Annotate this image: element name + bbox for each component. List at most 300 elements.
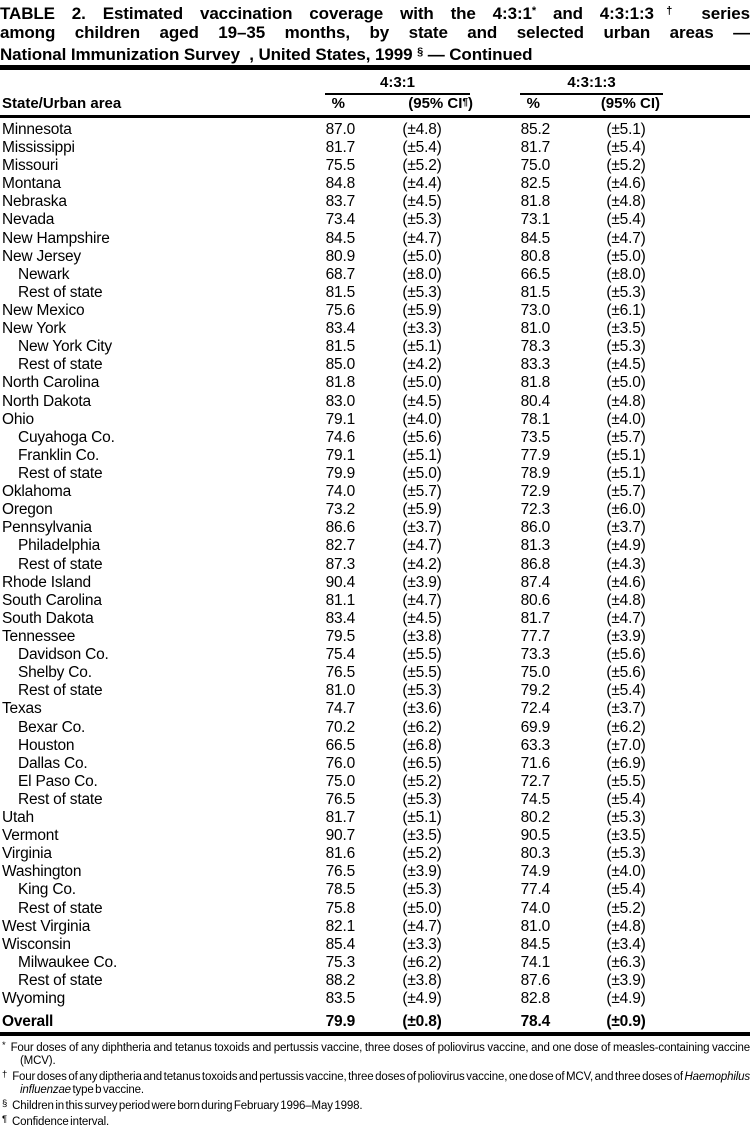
ci2-cell: (±6.1) (606, 301, 646, 319)
ci2-cell: (±4.7) (606, 609, 646, 627)
ci1-cell: (±4.2) (402, 555, 442, 573)
pct2-cell: 74.0 (520, 899, 550, 917)
area-cell: Utah (2, 809, 34, 827)
pct2-cell: 80.3 (520, 845, 550, 863)
ci1-cell: (±3.3) (402, 935, 442, 953)
footnote-text: type b vaccine. (70, 1084, 144, 1097)
column-header-pct-431: % (331, 94, 345, 112)
area-cell: Milwaukee Co. (18, 953, 118, 971)
ci2-cell: (±5.4) (606, 881, 646, 899)
pct2-cell: 74.9 (520, 863, 550, 881)
pct2-cell: 79.2 (520, 682, 550, 700)
table-row (0, 230, 750, 248)
ci1-cell: (±5.6) (402, 428, 442, 446)
ci2-cell: (±4.8) (606, 193, 646, 211)
table-row (0, 429, 750, 447)
pct2-cell: 69.9 (520, 718, 550, 736)
pct2-cell: 73.5 (520, 428, 550, 446)
area-cell: Rest of state (18, 899, 103, 917)
pct1-cell: 76.5 (325, 790, 355, 808)
area-cell: Nevada (2, 211, 55, 229)
ci2-cell: (±4.3) (606, 555, 646, 573)
pct1-cell: 83.5 (325, 990, 355, 1008)
ci1-cell: (±5.3) (402, 283, 442, 301)
area-cell: Franklin Co. (18, 446, 100, 464)
table-row (0, 556, 750, 574)
ci2-cell: (±4.5) (606, 356, 646, 374)
ci2-cell: (±5.6) (606, 646, 646, 664)
area-cell: Rest of state (18, 790, 103, 808)
ci2-cell: (±5.7) (606, 428, 646, 446)
footnote-marker-section: § (417, 45, 424, 58)
pct1-cell: 90.7 (325, 827, 355, 845)
table-row (0, 954, 750, 972)
table-bottom-rule (0, 1032, 750, 1036)
table-row (0, 519, 750, 537)
pct2-cell: 73.3 (520, 646, 550, 664)
pct2-cell: 87.4 (520, 573, 550, 591)
pct1-cell: 79.5 (325, 627, 355, 645)
ci2-cell: (±4.6) (606, 573, 646, 591)
title-line-1 (0, 2, 750, 23)
area-cell: South Carolina (2, 591, 102, 609)
ci1-cell: (±4.4) (402, 175, 442, 193)
pct1-cell: 87.0 (325, 120, 355, 138)
table-row (0, 411, 750, 429)
pct2-cell: 80.8 (520, 247, 550, 265)
pct2-cell: 78.1 (520, 410, 550, 428)
table-row (0, 248, 750, 266)
ci1-cell: (±6.2) (402, 953, 442, 971)
pct2-cell: 73.0 (520, 301, 550, 319)
table-body (0, 118, 750, 1008)
pct2-cell: 74.5 (520, 790, 550, 808)
ci2-cell: (±4.9) (606, 990, 646, 1008)
pct1-cell: 81.5 (325, 338, 355, 356)
table-row (0, 211, 750, 229)
pct2-cell: 90.5 (520, 827, 550, 845)
pct2-cell: 73.1 (520, 211, 550, 229)
pct1-cell: 82.7 (325, 537, 355, 555)
area-cell: New York (2, 320, 66, 338)
ci2-cell: (±3.4) (606, 935, 646, 953)
area-cell: Wisconsin (2, 935, 71, 953)
ci2-cell: (±3.5) (606, 320, 646, 338)
ci1-cell: (±5.7) (402, 483, 442, 501)
pct1-cell: 90.4 (325, 573, 355, 591)
pct2-cell: 77.4 (520, 881, 550, 899)
ci2-cell: (±6.0) (606, 501, 646, 519)
table-row (0, 863, 750, 881)
footnote-marker-dagger: † (653, 5, 685, 17)
pct1-cell: 84.8 (325, 175, 355, 193)
ci2-cell: (±5.2) (606, 157, 646, 175)
ci2-cell: (±5.7) (606, 483, 646, 501)
table-row (0, 755, 750, 773)
table-row (0, 302, 750, 320)
column-header-row (0, 95, 750, 112)
table-row (0, 936, 750, 954)
area-cell: Davidson Co. (18, 646, 109, 664)
pct1-cell: 76.0 (325, 754, 355, 772)
pct1-cell: 78.5 (325, 881, 355, 899)
ci1-cell: (±5.3) (402, 211, 442, 229)
ci1-cell: (±5.3) (402, 682, 442, 700)
footnote-text-italic: Haemophilus influenzae (20, 1071, 750, 1097)
table-row (0, 900, 750, 918)
pct1-cell: 87.3 (325, 555, 355, 573)
pct1-cell: 83.0 (325, 392, 355, 410)
table-row (0, 157, 750, 175)
footnote-marker-section: § (2, 1098, 8, 1110)
pct1-cell: 85.4 (325, 935, 355, 953)
area-cell: North Carolina (2, 374, 100, 392)
area-cell: South Dakota (2, 609, 94, 627)
footnote-marker-asterisk: * (531, 5, 537, 17)
area-cell: New Hampshire (2, 229, 110, 247)
area-cell: El Paso Co. (18, 772, 98, 790)
ci1-cell: (±4.8) (402, 120, 442, 138)
pct1-cell: 75.6 (325, 301, 355, 319)
ci1-cell: (±3.9) (402, 573, 442, 591)
pct1-cell: 75.4 (325, 646, 355, 664)
ci1-cell: (±6.5) (402, 754, 442, 772)
area-cell: Nebraska (2, 193, 67, 211)
area-cell: Rest of state (18, 464, 103, 482)
pct2-cell: 84.5 (520, 935, 550, 953)
pct1-cell: 73.4 (325, 211, 355, 229)
table-row (0, 664, 750, 682)
area-cell: Montana (2, 175, 61, 193)
table-row (0, 773, 750, 791)
area-cell: North Dakota (2, 392, 91, 410)
ci2-cell: (±5.5) (606, 772, 646, 790)
ci1-cell: (±5.3) (402, 881, 442, 899)
ci1-cell: (±4.7) (402, 537, 442, 555)
footnote-dagger (0, 1068, 750, 1097)
ci2-cell: (±0.9) (606, 1013, 646, 1031)
pct1-cell: 83.4 (325, 609, 355, 627)
pct1-cell: 74.7 (325, 700, 355, 718)
pct1-cell: 83.7 (325, 193, 355, 211)
pct1-cell: 79.1 (325, 410, 355, 428)
ci2-cell: (±5.4) (606, 682, 646, 700)
pct1-cell: 86.6 (325, 519, 355, 537)
pct1-cell: 74.6 (325, 428, 355, 446)
table-row (0, 737, 750, 755)
footnote-marker-pilcrow: ¶ (462, 96, 468, 108)
column-header-state: State/Urban area (2, 94, 122, 112)
ci1-cell: (±5.1) (402, 809, 442, 827)
ci1-cell: (±5.9) (402, 301, 442, 319)
area-cell: Pennsylvania (2, 519, 92, 537)
pct1-cell: 80.9 (325, 247, 355, 265)
pct1-cell: 66.5 (325, 736, 355, 754)
ci1-cell: (±4.7) (402, 229, 442, 247)
footnote-text: Confidence interval. (11, 1116, 110, 1129)
ci2-cell: (±5.3) (606, 809, 646, 827)
pct1-cell: 83.4 (325, 320, 355, 338)
ci2-cell: (±6.2) (606, 718, 646, 736)
pct1-cell: 85.0 (325, 356, 355, 374)
pct1-cell: 68.7 (325, 265, 355, 283)
pct2-cell: 81.7 (520, 139, 550, 156)
footnote-text: Four doses of any diptheria and tetanus toxoids and pertussis vaccine, three doses of poliovirus vaccine, one dose of MCV, and three doses of (12, 1071, 685, 1084)
pct2-cell: 82.8 (520, 990, 550, 1008)
table-row (0, 881, 750, 899)
ci2-cell: (±5.1) (606, 120, 646, 138)
pct2-cell: 72.3 (520, 501, 550, 519)
area-cell: Minnesota (2, 120, 72, 138)
ci1-cell: (±3.9) (402, 863, 442, 881)
pct1-cell: 81.6 (325, 845, 355, 863)
table-row (0, 610, 750, 628)
pct2-cell: 72.4 (520, 700, 550, 718)
ci2-cell: (±5.2) (606, 899, 646, 917)
area-cell: Washington (2, 863, 82, 881)
pct2-cell: 86.0 (520, 519, 550, 537)
table-row (0, 393, 750, 411)
ci2-cell: (±4.6) (606, 175, 646, 193)
pct2-cell: 81.0 (520, 917, 550, 935)
ci1-cell: (±5.0) (402, 899, 442, 917)
ci1-cell: (±5.4) (402, 139, 442, 156)
area-cell: Texas (2, 700, 42, 718)
ci1-cell: (±4.5) (402, 392, 442, 410)
table-row (0, 918, 750, 936)
ci1-cell: (±5.0) (402, 247, 442, 265)
title-text: and 4:3:1:3 (536, 4, 654, 23)
area-cell: Virginia (2, 845, 52, 863)
pct2-cell: 78.4 (520, 1013, 550, 1031)
column-header-ci-4313: (95% CI) (600, 94, 660, 112)
table-row (0, 356, 750, 374)
ci2-cell: (±4.7) (606, 229, 646, 247)
ci1-cell: (±5.2) (402, 772, 442, 790)
pct1-cell: 76.5 (325, 863, 355, 881)
table-row (0, 592, 750, 610)
pct2-cell: 81.8 (520, 193, 550, 211)
pct1-cell: 81.8 (325, 374, 355, 392)
area-cell: Missouri (2, 157, 59, 175)
column-group-431-label: 4:3:1 (379, 73, 416, 91)
table-row (0, 374, 750, 392)
ci1-cell: (±5.0) (402, 374, 442, 392)
pct1-cell: 81.5 (325, 283, 355, 301)
pct2-cell: 81.8 (520, 374, 550, 392)
table-row (0, 447, 750, 465)
pct1-cell: 79.9 (325, 1013, 355, 1031)
pct2-cell: 84.5 (520, 229, 550, 247)
ci2-cell: (±5.4) (606, 211, 646, 229)
area-cell: Rest of state (18, 356, 103, 374)
pct1-cell: 81.7 (325, 809, 355, 827)
ci1-cell: (±5.9) (402, 501, 442, 519)
pct2-cell: 75.0 (520, 157, 550, 175)
area-cell: Shelby Co. (18, 664, 92, 682)
pct1-cell: 79.1 (325, 446, 355, 464)
ci1-cell: (±3.8) (402, 972, 442, 990)
ci1-cell: (±4.7) (402, 917, 442, 935)
pct1-cell: 75.8 (325, 899, 355, 917)
ci-header-text: (95% CI (408, 94, 463, 112)
column-group-4313-label: 4:3:1:3 (567, 73, 616, 91)
ci2-cell: (±4.8) (606, 917, 646, 935)
ci1-cell: (±4.5) (402, 193, 442, 211)
area-cell: New Jersey (2, 247, 81, 265)
ci2-cell: (±4.8) (606, 591, 646, 609)
table-row (0, 266, 750, 284)
footnote-section (0, 1097, 750, 1113)
overall-row (0, 1012, 750, 1032)
table-row (0, 682, 750, 700)
ci2-cell: (±6.3) (606, 953, 646, 971)
ci2-cell: (±3.7) (606, 519, 646, 537)
pct2-cell: 63.3 (520, 736, 550, 754)
table-row (0, 501, 750, 519)
pct2-cell: 75.0 (520, 664, 550, 682)
title-line-3 (0, 43, 750, 64)
table-row (0, 972, 750, 990)
ci2-cell: (±4.0) (606, 410, 646, 428)
table-row (0, 791, 750, 809)
table-row (0, 809, 750, 827)
pct1-cell: 75.0 (325, 772, 355, 790)
pct1-cell: 73.2 (325, 501, 355, 519)
ci2-cell: (±5.4) (606, 790, 646, 808)
table-row (0, 700, 750, 718)
ci1-cell: (±4.2) (402, 356, 442, 374)
area-cell: Oklahoma (2, 483, 72, 501)
pct1-cell: 79.9 (325, 464, 355, 482)
area-cell: Philadelphia (18, 537, 101, 555)
pct1-cell: 82.1 (325, 917, 355, 935)
table-row (0, 284, 750, 302)
pct2-cell: 81.7 (520, 609, 550, 627)
column-header-pct-4313: % (526, 94, 540, 112)
ci2-cell: (±3.7) (606, 700, 646, 718)
ci2-cell: (±5.3) (606, 338, 646, 356)
table-row (0, 338, 750, 356)
pct1-cell: 76.5 (325, 664, 355, 682)
area-cell: Dallas Co. (18, 754, 88, 772)
table-row (0, 175, 750, 193)
area-cell: Overall (2, 1013, 54, 1031)
table-row (0, 990, 750, 1008)
ci1-cell: (±5.0) (402, 464, 442, 482)
table-row (0, 719, 750, 737)
area-cell: Vermont (2, 827, 59, 845)
pct2-cell: 66.5 (520, 265, 550, 283)
area-cell: Rest of state (18, 283, 103, 301)
table-row (0, 121, 750, 139)
pct2-cell: 71.6 (520, 754, 550, 772)
table-row (0, 574, 750, 592)
footnotes (0, 1039, 750, 1129)
pct2-cell: 80.6 (520, 591, 550, 609)
area-cell: Houston (18, 736, 75, 754)
ci1-cell: (±0.8) (402, 1013, 442, 1031)
ci1-cell: (±5.1) (402, 446, 442, 464)
pct2-cell: 72.9 (520, 483, 550, 501)
ci1-cell: (±5.5) (402, 664, 442, 682)
ci2-cell: (±5.0) (606, 374, 646, 392)
area-cell: Rest of state (18, 555, 103, 573)
area-cell: New Mexico (2, 301, 85, 319)
ci2-cell: (±5.3) (606, 283, 646, 301)
pct2-cell: 83.3 (520, 356, 550, 374)
ci1-cell: (±5.1) (402, 338, 442, 356)
table-row (0, 483, 750, 501)
pct2-cell: 85.2 (520, 120, 550, 138)
pct2-cell: 72.7 (520, 772, 550, 790)
title-line-2: among children aged 19–35 months, by state and selected urban areas — (0, 23, 750, 43)
title-text: National Immunization Survey , United States, 1999 (0, 44, 418, 64)
footnote-text: Four doses of any diphtheria and tetanus toxoids and pertussis vaccine, three doses of poliovirus vaccine, and one dose of measles-containing vaccine (MCV). (10, 1042, 750, 1068)
ci1-cell: (±4.0) (402, 410, 442, 428)
table-row (0, 139, 750, 157)
ci-header-text: ) (468, 94, 473, 112)
ci1-cell: (±5.2) (402, 845, 442, 863)
footnote-pilcrow (0, 1113, 750, 1129)
column-group-431 (325, 74, 470, 95)
table-row (0, 646, 750, 664)
ci2-cell: (±5.3) (606, 845, 646, 863)
pct1-cell: 74.0 (325, 483, 355, 501)
area-cell: Ohio (2, 410, 34, 428)
ci2-cell: (±4.0) (606, 863, 646, 881)
area-cell: Tennessee (2, 627, 76, 645)
pct2-cell: 86.8 (520, 555, 550, 573)
ci2-cell: (±8.0) (606, 265, 646, 283)
pct2-cell: 80.2 (520, 809, 550, 827)
pct1-cell: 75.3 (325, 953, 355, 971)
footnote-asterisk (0, 1039, 750, 1068)
pct2-cell: 78.9 (520, 464, 550, 482)
pct1-cell: 84.5 (325, 229, 355, 247)
column-group-4313 (520, 74, 663, 95)
area-cell: Wyoming (2, 990, 66, 1008)
pct2-cell: 74.1 (520, 953, 550, 971)
page-title (0, 0, 750, 64)
ci1-cell: (±4.9) (402, 990, 442, 1008)
ci1-cell: (±6.8) (402, 736, 442, 754)
footnote-text: Children in this survey period were born during February 1996–May 1998. (12, 1100, 363, 1113)
pct2-cell: 81.5 (520, 283, 550, 301)
ci2-cell: (±3.9) (606, 972, 646, 990)
ci2-cell: (±5.1) (606, 464, 646, 482)
area-cell: Rest of state (18, 972, 103, 990)
ci1-cell: (±5.5) (402, 646, 442, 664)
pct2-cell: 77.7 (520, 627, 550, 645)
column-header-ci-431 (357, 95, 475, 112)
area-cell: New York City (18, 338, 112, 356)
ci1-cell: (±3.5) (402, 827, 442, 845)
pct2-cell: 87.6 (520, 972, 550, 990)
area-cell: King Co. (18, 881, 76, 899)
table-row (0, 827, 750, 845)
area-cell: Bexar Co. (18, 718, 86, 736)
area-cell: Rhode Island (2, 573, 91, 591)
area-cell: Mississippi (2, 139, 75, 156)
pct1-cell: 81.7 (325, 139, 355, 156)
ci1-cell: (±3.3) (402, 320, 442, 338)
table-row (0, 537, 750, 555)
area-cell: West Virginia (2, 917, 91, 935)
ci2-cell: (±5.6) (606, 664, 646, 682)
pct2-cell: 80.4 (520, 392, 550, 410)
title-text: series (684, 4, 750, 23)
